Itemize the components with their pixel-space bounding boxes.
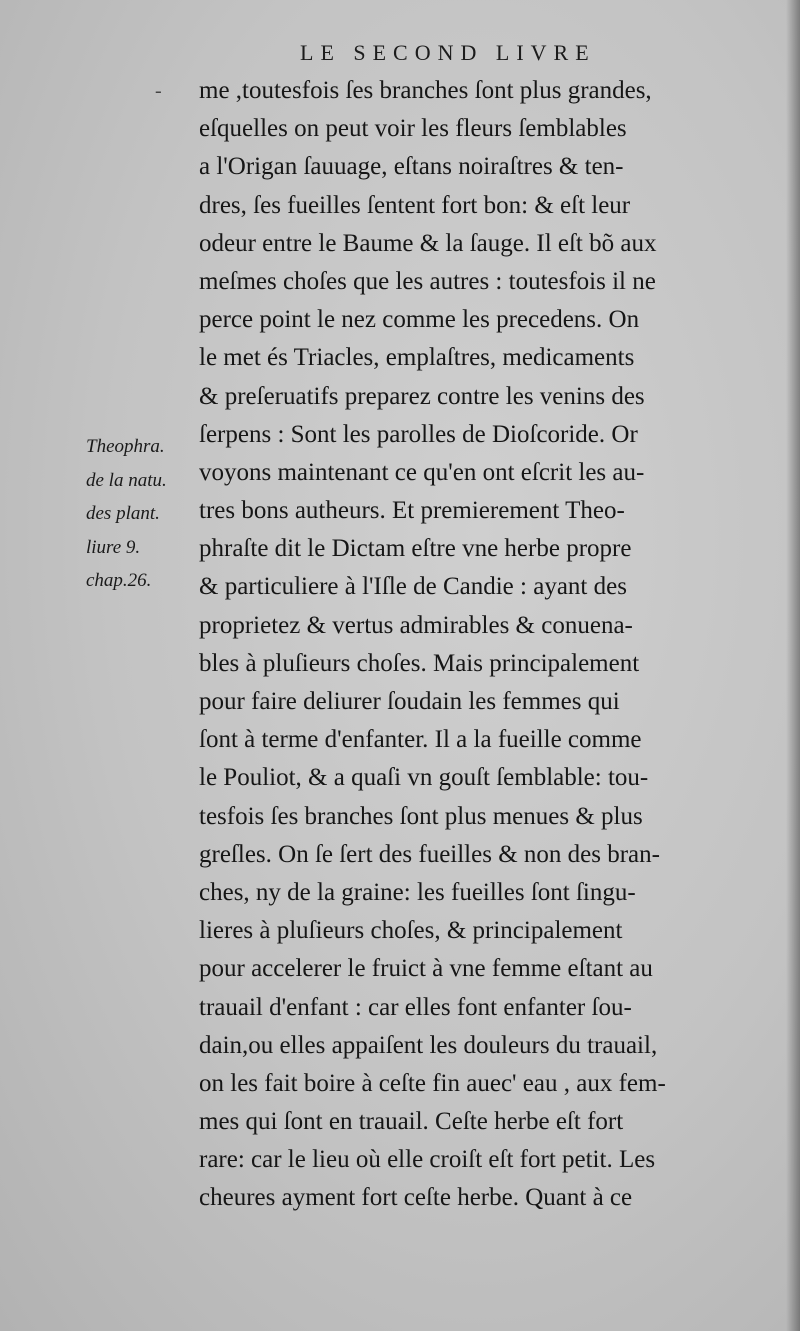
- text-line: ches, ny de la graine: les fueilles ſont ſingu-: [199, 878, 636, 906]
- marginal-note-line: liure 9.: [86, 536, 141, 558]
- text-line: proprietez & vertus admirables & conuena-: [199, 611, 633, 639]
- text-line: on les fait boire à ceſte fin auec' eau , aux fem-: [199, 1069, 666, 1097]
- text-line: tesfois ſes branches ſont plus menues & plus: [199, 802, 643, 830]
- marginal-note-line: Theophra.: [86, 436, 165, 457]
- text-line: voyons maintenant ce qu'en ont eſcrit les au-: [199, 458, 645, 486]
- main-text-block: [199, 72, 769, 1218]
- text-line: dain,ou elles appaiſent les douleurs du trauail,: [199, 1031, 658, 1059]
- text-line: le Pouliot, & a quaſi vn gouſt ſemblable: tou-: [199, 764, 649, 792]
- marginal-note-line: chap.26.: [86, 570, 152, 591]
- text-line: eſquelles on peut voir les fleurs ſemblables: [199, 115, 627, 143]
- text-line: cheures ayment fort ceſte herbe. Quant à ce: [199, 1184, 633, 1212]
- text-line: meſmes choſes que les autres : toutesfois il ne: [199, 267, 656, 295]
- text-line: perce point le nez comme les precedens. On: [199, 306, 640, 334]
- text-line: trauail d'enfant : car elles font enfanter ſou-: [199, 993, 632, 1021]
- text-line: pour accelerer le fruict à vne femme eſtant au: [199, 955, 653, 983]
- text-line: le met és Triacles, emplaſtres, medicaments: [199, 344, 635, 372]
- text-line: a l'Origan ſauuage, eſtans noiraſtres & ten-: [199, 153, 624, 181]
- text-line: ſerpens : Sont les parolles de Dioſcoride. Or: [199, 420, 638, 448]
- text-line: bles à pluſieurs choſes. Mais principalement: [199, 649, 640, 677]
- gutter-shadow: [786, 0, 800, 1331]
- text-line: lieres à pluſieurs choſes, & principalement: [199, 917, 623, 945]
- text-line: & preſeruatifs preparez contre les venins des: [199, 382, 645, 410]
- marginal-note: [86, 430, 211, 598]
- text-line: dres, ſes fueilles ſentent fort bon: & eſt leur: [199, 191, 631, 219]
- text-line: ſont à terme d'enfanter. Il a la fueille comme: [199, 726, 642, 754]
- marginal-note-line: de la natu.: [86, 469, 167, 491]
- marginal-note-line: des plant.: [86, 503, 160, 524]
- text-line: pour faire deliurer ſoudain les femmes qui: [199, 688, 620, 715]
- text-line: mes qui ſont en trauail. Ceſte herbe eſt fort: [199, 1108, 624, 1136]
- margin-mark: -: [155, 80, 162, 102]
- text-line: phraſte dit le Dictam eſtre vne herbe propre: [199, 535, 632, 563]
- text-line: & particuliere à l'Iſle de Candie : ayant des: [199, 573, 627, 601]
- text-line: greſles. On ſe ſert des fueilles & non des bran-: [199, 840, 660, 868]
- running-head: LE SECOND LIVRE: [300, 40, 596, 65]
- text-line: odeur entre le Baume & la ſauge. Il eſt bõ aux: [199, 229, 657, 257]
- text-line: me ,toutesfois ſes branches ſont plus grandes,: [199, 77, 652, 104]
- text-line: rare: car le lieu où elle croiſt eſt fort petit. Les: [199, 1146, 656, 1174]
- text-line: tres bons autheurs. Et premierement Theo-: [199, 497, 625, 525]
